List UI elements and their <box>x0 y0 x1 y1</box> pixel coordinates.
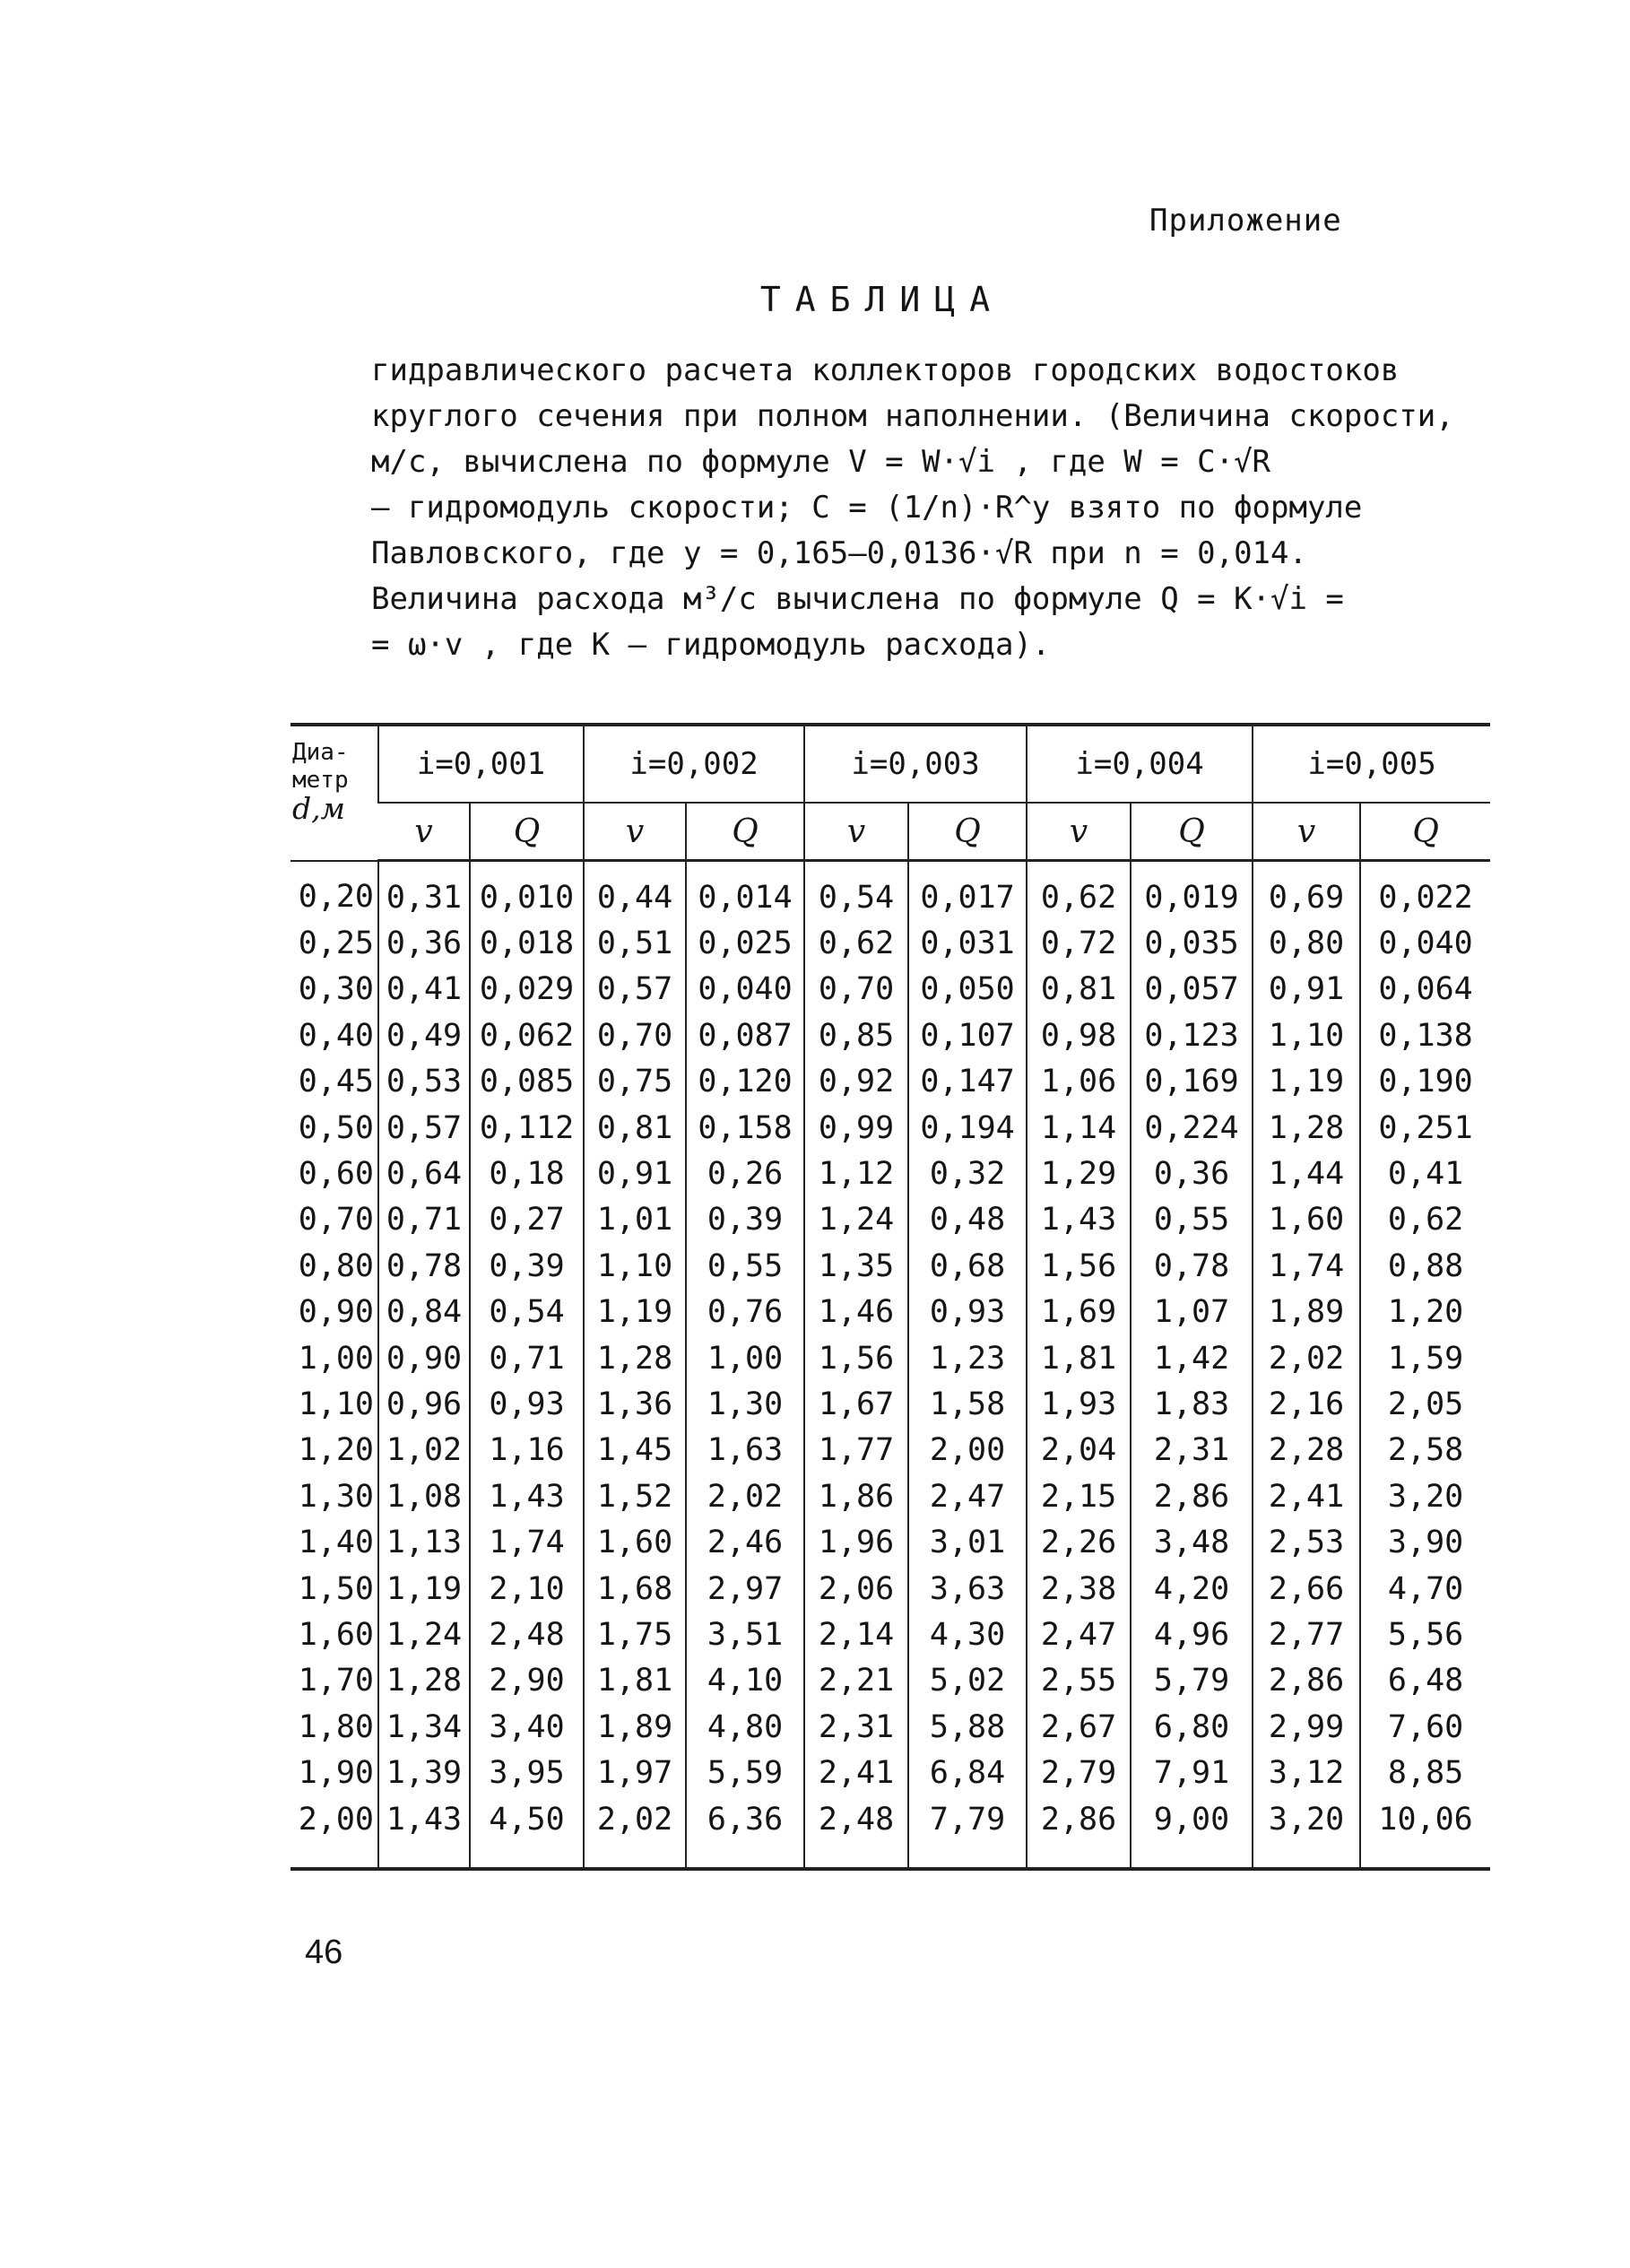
discharge-cell: 4,20 <box>1131 1566 1253 1612</box>
discharge-cell: 0,035 <box>1131 920 1253 966</box>
velocity-cell: 1,81 <box>584 1658 686 1704</box>
diameter-cell: 0,25 <box>298 925 374 962</box>
discharge-cell: 0,41 <box>1360 1151 1490 1196</box>
velocity-cell: 0,69 <box>1253 861 1360 921</box>
discharge-cell: 0,087 <box>686 1012 804 1058</box>
discharge-cell: 6,84 <box>908 1750 1027 1795</box>
table-row <box>290 1750 1490 1795</box>
velocity-cell: 2,41 <box>1253 1473 1360 1519</box>
velocity-cell: 0,92 <box>804 1059 908 1105</box>
velocity-cell: 1,19 <box>584 1290 686 1335</box>
table-row <box>290 1151 1490 1196</box>
velocity-cell: 1,10 <box>1253 1012 1360 1058</box>
velocity-cell: 1,75 <box>584 1612 686 1657</box>
velocity-header: v <box>584 803 686 861</box>
discharge-cell: 0,025 <box>686 920 804 966</box>
velocity-cell: 0,78 <box>378 1243 470 1289</box>
diameter-header <box>290 725 378 861</box>
discharge-cell: 2,97 <box>686 1566 804 1612</box>
velocity-cell: 0,91 <box>584 1151 686 1196</box>
discharge-cell: 0,014 <box>686 861 804 921</box>
velocity-cell: 1,06 <box>1027 1059 1131 1105</box>
discharge-cell: 0,224 <box>1131 1105 1253 1151</box>
velocity-cell: 0,98 <box>1027 1012 1131 1058</box>
discharge-cell: 0,32 <box>908 1151 1027 1196</box>
discharge-cell: 0,040 <box>1360 920 1490 966</box>
table-row <box>290 1059 1490 1105</box>
discharge-cell: 4,50 <box>470 1796 584 1869</box>
discharge-header: Q <box>470 803 584 861</box>
discharge-cell: 10,06 <box>1360 1796 1490 1869</box>
discharge-cell: 3,20 <box>1360 1473 1490 1519</box>
diameter-cell: 1,50 <box>298 1570 374 1607</box>
velocity-cell: 1,56 <box>1027 1243 1131 1289</box>
velocity-cell: 0,53 <box>378 1059 470 1105</box>
discharge-cell: 0,48 <box>908 1197 1027 1243</box>
velocity-cell: 1,28 <box>378 1658 470 1704</box>
discharge-cell: 1,23 <box>908 1335 1027 1381</box>
discharge-cell: 0,18 <box>470 1151 584 1196</box>
discharge-cell: 0,064 <box>1360 967 1490 1012</box>
diameter-header-line: Диа- <box>292 739 349 766</box>
discharge-cell: 5,79 <box>1131 1658 1253 1704</box>
velocity-cell: 1,44 <box>1253 1151 1360 1196</box>
discharge-cell: 0,022 <box>1360 861 1490 921</box>
velocity-cell: 1,29 <box>1027 1151 1131 1196</box>
table-row <box>290 1381 1490 1427</box>
discharge-cell: 0,017 <box>908 861 1027 921</box>
velocity-cell: 1,43 <box>378 1796 470 1869</box>
discharge-cell: 4,80 <box>686 1704 804 1750</box>
discharge-cell: 6,80 <box>1131 1704 1253 1750</box>
velocity-cell: 0,99 <box>804 1105 908 1151</box>
discharge-cell: 0,158 <box>686 1105 804 1151</box>
discharge-cell: 1,30 <box>686 1381 804 1427</box>
discharge-cell: 2,46 <box>686 1519 804 1565</box>
velocity-cell: 1,28 <box>584 1335 686 1381</box>
discharge-cell: 2,10 <box>470 1566 584 1612</box>
velocity-cell: 1,24 <box>804 1197 908 1243</box>
discharge-cell: 7,79 <box>908 1796 1027 1869</box>
velocity-cell: 1,46 <box>804 1290 908 1335</box>
discharge-cell: 0,123 <box>1131 1012 1253 1058</box>
discharge-cell: 0,029 <box>470 967 584 1012</box>
velocity-cell: 0,36 <box>378 920 470 966</box>
table-row <box>290 1566 1490 1612</box>
discharge-cell: 0,190 <box>1360 1059 1490 1105</box>
discharge-cell: 2,58 <box>1360 1428 1490 1473</box>
diameter-cell: 0,90 <box>298 1294 374 1331</box>
discharge-cell: 2,47 <box>908 1473 1027 1519</box>
velocity-cell: 0,57 <box>378 1105 470 1151</box>
description-line: – гидромодуль скорости; C = (1/n)·R^y взято по формуле <box>371 490 1363 526</box>
velocity-cell: 2,28 <box>1253 1428 1360 1473</box>
velocity-cell: 1,13 <box>378 1519 470 1565</box>
diameter-cell: 1,70 <box>298 1663 374 1699</box>
velocity-header: v <box>804 803 908 861</box>
page-number: 46 <box>305 1933 343 1971</box>
table-row <box>290 967 1490 1012</box>
discharge-cell: 9,00 <box>1131 1796 1253 1869</box>
velocity-cell: 1,69 <box>1027 1290 1131 1335</box>
velocity-cell: 1,01 <box>584 1197 686 1243</box>
discharge-cell: 0,057 <box>1131 967 1253 1012</box>
discharge-header: Q <box>908 803 1027 861</box>
velocity-cell: 2,47 <box>1027 1612 1131 1657</box>
discharge-cell: 0,54 <box>470 1290 584 1335</box>
table-row <box>290 1612 1490 1657</box>
table-row <box>290 1473 1490 1519</box>
discharge-cell: 0,010 <box>470 861 584 921</box>
discharge-cell: 0,36 <box>1131 1151 1253 1196</box>
velocity-cell: 0,64 <box>378 1151 470 1196</box>
discharge-cell: 0,76 <box>686 1290 804 1335</box>
discharge-header: Q <box>1131 803 1253 861</box>
discharge-cell: 8,85 <box>1360 1750 1490 1795</box>
discharge-cell: 0,55 <box>686 1243 804 1289</box>
velocity-cell: 1,39 <box>378 1750 470 1795</box>
discharge-cell: 0,26 <box>686 1151 804 1196</box>
discharge-cell: 0,031 <box>908 920 1027 966</box>
slope-header: i=0,003 <box>804 725 1027 803</box>
velocity-cell: 2,14 <box>804 1612 908 1657</box>
velocity-cell: 0,62 <box>1027 861 1131 921</box>
velocity-cell: 1,96 <box>804 1519 908 1565</box>
discharge-cell: 0,107 <box>908 1012 1027 1058</box>
slope-header: i=0,005 <box>1253 725 1490 803</box>
velocity-cell: 1,89 <box>1253 1290 1360 1335</box>
velocity-cell: 1,81 <box>1027 1335 1131 1381</box>
velocity-header: v <box>1253 803 1360 861</box>
discharge-cell: 0,138 <box>1360 1012 1490 1058</box>
velocity-cell: 1,19 <box>1253 1059 1360 1105</box>
velocity-cell: 1,52 <box>584 1473 686 1519</box>
table-row <box>290 1519 1490 1565</box>
velocity-cell: 2,53 <box>1253 1519 1360 1565</box>
discharge-cell: 0,39 <box>686 1197 804 1243</box>
discharge-cell: 6,36 <box>686 1796 804 1869</box>
velocity-cell: 2,41 <box>804 1750 908 1795</box>
table-row <box>290 1105 1490 1151</box>
velocity-cell: 1,60 <box>1253 1197 1360 1243</box>
velocity-cell: 0,57 <box>584 967 686 1012</box>
velocity-cell: 1,36 <box>584 1381 686 1427</box>
table-row <box>290 1704 1490 1750</box>
discharge-cell: 4,70 <box>1360 1566 1490 1612</box>
velocity-cell: 0,85 <box>804 1012 908 1058</box>
velocity-cell: 2,79 <box>1027 1750 1131 1795</box>
discharge-cell: 3,48 <box>1131 1519 1253 1565</box>
description <box>371 348 1483 668</box>
velocity-cell: 2,16 <box>1253 1381 1360 1427</box>
diameter-cell: 1,40 <box>298 1525 374 1561</box>
diameter-cell: 1,00 <box>298 1340 374 1377</box>
diameter-cell: 0,45 <box>298 1064 374 1100</box>
discharge-cell: 1,74 <box>470 1519 584 1565</box>
diameter-header-line: метр <box>292 767 349 794</box>
discharge-cell: 0,27 <box>470 1197 584 1243</box>
discharge-cell: 0,147 <box>908 1059 1027 1105</box>
discharge-cell: 0,120 <box>686 1059 804 1105</box>
velocity-cell: 1,43 <box>1027 1197 1131 1243</box>
velocity-cell: 0,81 <box>584 1105 686 1151</box>
description-line: круглого сечения при полном наполнении. (Величина скорости, <box>371 398 1454 434</box>
velocity-cell: 2,21 <box>804 1658 908 1704</box>
velocity-cell: 0,54 <box>804 861 908 921</box>
velocity-cell: 1,14 <box>1027 1105 1131 1151</box>
velocity-cell: 1,68 <box>584 1566 686 1612</box>
discharge-cell: 0,019 <box>1131 861 1253 921</box>
discharge-cell: 3,51 <box>686 1612 804 1657</box>
appendix-label: Приложение <box>1149 203 1342 239</box>
discharge-cell: 2,05 <box>1360 1381 1490 1427</box>
description-line: = ω·v , где K – гидромодуль расхода). <box>371 627 1051 663</box>
discharge-cell: 3,63 <box>908 1566 1027 1612</box>
diameter-cell: 2,00 <box>290 1796 378 1869</box>
table-row <box>290 1197 1490 1243</box>
table-row <box>290 1243 1490 1289</box>
diameter-cell: 1,10 <box>298 1386 374 1422</box>
velocity-cell: 0,75 <box>584 1059 686 1105</box>
velocity-cell: 0,51 <box>584 920 686 966</box>
discharge-cell: 7,91 <box>1131 1750 1253 1795</box>
discharge-cell: 3,95 <box>470 1750 584 1795</box>
velocity-cell: 1,97 <box>584 1750 686 1795</box>
diameter-cell: 0,20 <box>298 879 374 916</box>
discharge-cell: 1,83 <box>1131 1381 1253 1427</box>
velocity-cell: 1,86 <box>804 1473 908 1519</box>
velocity-cell: 2,15 <box>1027 1473 1131 1519</box>
velocity-cell: 1,74 <box>1253 1243 1360 1289</box>
discharge-cell: 0,93 <box>470 1381 584 1427</box>
diameter-cell: 1,60 <box>298 1616 374 1653</box>
velocity-cell: 3,20 <box>1253 1796 1360 1869</box>
velocity-cell: 0,62 <box>804 920 908 966</box>
velocity-cell: 1,02 <box>378 1428 470 1473</box>
discharge-cell: 5,59 <box>686 1750 804 1795</box>
velocity-header: v <box>378 803 470 861</box>
velocity-cell: 1,10 <box>584 1243 686 1289</box>
diameter-cell: 1,90 <box>298 1755 374 1792</box>
discharge-cell: 2,48 <box>470 1612 584 1657</box>
velocity-cell: 0,91 <box>1253 967 1360 1012</box>
velocity-cell: 2,86 <box>1253 1658 1360 1704</box>
velocity-cell: 0,81 <box>1027 967 1131 1012</box>
diameter-unit: d,м <box>292 791 345 826</box>
velocity-cell: 2,04 <box>1027 1428 1131 1473</box>
description-line: Павловского, где y = 0,165–0,0136·√R при n = 0,014. <box>371 535 1307 571</box>
discharge-cell: 0,112 <box>470 1105 584 1151</box>
discharge-cell: 0,251 <box>1360 1105 1490 1151</box>
discharge-header: Q <box>1360 803 1490 861</box>
velocity-cell: 2,06 <box>804 1566 908 1612</box>
discharge-cell: 2,86 <box>1131 1473 1253 1519</box>
discharge-cell: 3,40 <box>470 1704 584 1750</box>
discharge-cell: 3,01 <box>908 1519 1027 1565</box>
velocity-cell: 2,02 <box>584 1796 686 1869</box>
diameter-cell: 0,70 <box>298 1202 374 1238</box>
discharge-cell: 2,02 <box>686 1473 804 1519</box>
velocity-cell: 0,44 <box>584 861 686 921</box>
discharge-cell: 4,30 <box>908 1612 1027 1657</box>
diameter-cell: 0,60 <box>298 1156 374 1193</box>
velocity-cell: 1,93 <box>1027 1381 1131 1427</box>
discharge-cell: 2,00 <box>908 1428 1027 1473</box>
discharge-cell: 4,10 <box>686 1658 804 1704</box>
velocity-cell: 2,55 <box>1027 1658 1131 1704</box>
diameter-cell: 1,80 <box>298 1708 374 1745</box>
discharge-cell: 7,60 <box>1360 1704 1490 1750</box>
discharge-header: Q <box>686 803 804 861</box>
diameter-cell: 0,50 <box>298 1109 374 1146</box>
velocity-cell: 1,24 <box>378 1612 470 1657</box>
diameter-cell: 0,80 <box>298 1247 374 1284</box>
slope-header: i=0,001 <box>378 725 584 803</box>
velocity-cell: 0,31 <box>378 861 470 921</box>
velocity-cell: 2,99 <box>1253 1704 1360 1750</box>
velocity-cell: 1,67 <box>804 1381 908 1427</box>
discharge-cell: 5,02 <box>908 1658 1027 1704</box>
velocity-cell: 1,45 <box>584 1428 686 1473</box>
discharge-cell: 4,96 <box>1131 1612 1253 1657</box>
discharge-cell: 0,55 <box>1131 1197 1253 1243</box>
discharge-cell: 0,040 <box>686 967 804 1012</box>
discharge-cell: 0,88 <box>1360 1243 1490 1289</box>
velocity-cell: 0,70 <box>804 967 908 1012</box>
discharge-cell: 0,68 <box>908 1243 1027 1289</box>
velocity-cell: 0,49 <box>378 1012 470 1058</box>
discharge-cell: 2,31 <box>1131 1428 1253 1473</box>
discharge-cell: 1,58 <box>908 1381 1027 1427</box>
velocity-cell: 2,31 <box>804 1704 908 1750</box>
discharge-cell: 0,085 <box>470 1059 584 1105</box>
velocity-cell: 1,89 <box>584 1704 686 1750</box>
velocity-cell: 2,38 <box>1027 1566 1131 1612</box>
velocity-header: v <box>1027 803 1131 861</box>
velocity-cell: 0,41 <box>378 967 470 1012</box>
table-row <box>290 1012 1490 1058</box>
description-line: Величина расхода м³/с вычислена по формуле Q = K·√i = <box>371 581 1344 617</box>
table-row <box>290 1335 1490 1381</box>
velocity-cell: 2,26 <box>1027 1519 1131 1565</box>
discharge-cell: 1,20 <box>1360 1290 1490 1335</box>
diameter-cell: 1,20 <box>298 1432 374 1469</box>
velocity-cell: 2,66 <box>1253 1566 1360 1612</box>
discharge-cell: 5,88 <box>908 1704 1027 1750</box>
velocity-cell: 1,12 <box>804 1151 908 1196</box>
discharge-cell: 1,63 <box>686 1428 804 1473</box>
velocity-cell: 1,35 <box>804 1243 908 1289</box>
velocity-cell: 1,77 <box>804 1428 908 1473</box>
velocity-cell: 1,60 <box>584 1519 686 1565</box>
hydraulic-table <box>290 723 1490 1871</box>
discharge-cell: 0,169 <box>1131 1059 1253 1105</box>
description-line: м/с, вычислена по формуле V = W·√i , где W = C·√R <box>371 444 1271 480</box>
velocity-cell: 0,70 <box>584 1012 686 1058</box>
diameter-cell: 1,30 <box>298 1478 374 1515</box>
diameter-cell: 0,40 <box>298 1017 374 1054</box>
table-row <box>290 1428 1490 1473</box>
discharge-cell: 5,56 <box>1360 1612 1490 1657</box>
discharge-cell: 2,90 <box>470 1658 584 1704</box>
discharge-cell: 1,07 <box>1131 1290 1253 1335</box>
discharge-cell: 6,48 <box>1360 1658 1490 1704</box>
velocity-cell: 0,80 <box>1253 920 1360 966</box>
discharge-cell: 1,59 <box>1360 1335 1490 1381</box>
velocity-cell: 3,12 <box>1253 1750 1360 1795</box>
description-line: гидравлического расчета коллекторов городских водостоков <box>371 352 1400 388</box>
velocity-cell: 2,86 <box>1027 1796 1131 1869</box>
table-row <box>290 920 1490 966</box>
velocity-cell: 1,34 <box>378 1704 470 1750</box>
velocity-cell: 0,96 <box>378 1381 470 1427</box>
velocity-cell: 1,08 <box>378 1473 470 1519</box>
discharge-cell: 1,16 <box>470 1428 584 1473</box>
velocity-cell: 2,67 <box>1027 1704 1131 1750</box>
discharge-cell: 0,39 <box>470 1243 584 1289</box>
table-row <box>290 1658 1490 1704</box>
discharge-cell: 0,93 <box>908 1290 1027 1335</box>
velocity-cell: 1,19 <box>378 1566 470 1612</box>
velocity-cell: 0,72 <box>1027 920 1131 966</box>
diameter-cell: 0,30 <box>298 971 374 1008</box>
velocity-cell: 1,28 <box>1253 1105 1360 1151</box>
slope-header: i=0,002 <box>584 725 804 803</box>
discharge-cell: 0,062 <box>470 1012 584 1058</box>
discharge-cell: 0,78 <box>1131 1243 1253 1289</box>
discharge-cell: 0,050 <box>908 967 1027 1012</box>
discharge-cell: 0,194 <box>908 1105 1027 1151</box>
velocity-cell: 0,90 <box>378 1335 470 1381</box>
table-body <box>290 861 1490 1870</box>
table-row <box>290 1290 1490 1335</box>
velocity-cell: 1,56 <box>804 1335 908 1381</box>
discharge-cell: 0,62 <box>1360 1197 1490 1243</box>
discharge-cell: 3,90 <box>1360 1519 1490 1565</box>
velocity-cell: 0,84 <box>378 1290 470 1335</box>
table-row <box>290 861 1490 921</box>
discharge-cell: 0,018 <box>470 920 584 966</box>
velocity-cell: 0,71 <box>378 1197 470 1243</box>
slope-header: i=0,004 <box>1027 725 1253 803</box>
velocity-cell: 2,48 <box>804 1796 908 1869</box>
discharge-cell: 1,43 <box>470 1473 584 1519</box>
table-row <box>290 1796 1490 1869</box>
velocity-cell: 2,77 <box>1253 1612 1360 1657</box>
discharge-cell: 1,42 <box>1131 1335 1253 1381</box>
discharge-cell: 1,00 <box>686 1335 804 1381</box>
discharge-cell: 0,71 <box>470 1335 584 1381</box>
velocity-cell: 2,02 <box>1253 1335 1360 1381</box>
document-title: ТАБЛИЦА <box>759 280 1005 319</box>
